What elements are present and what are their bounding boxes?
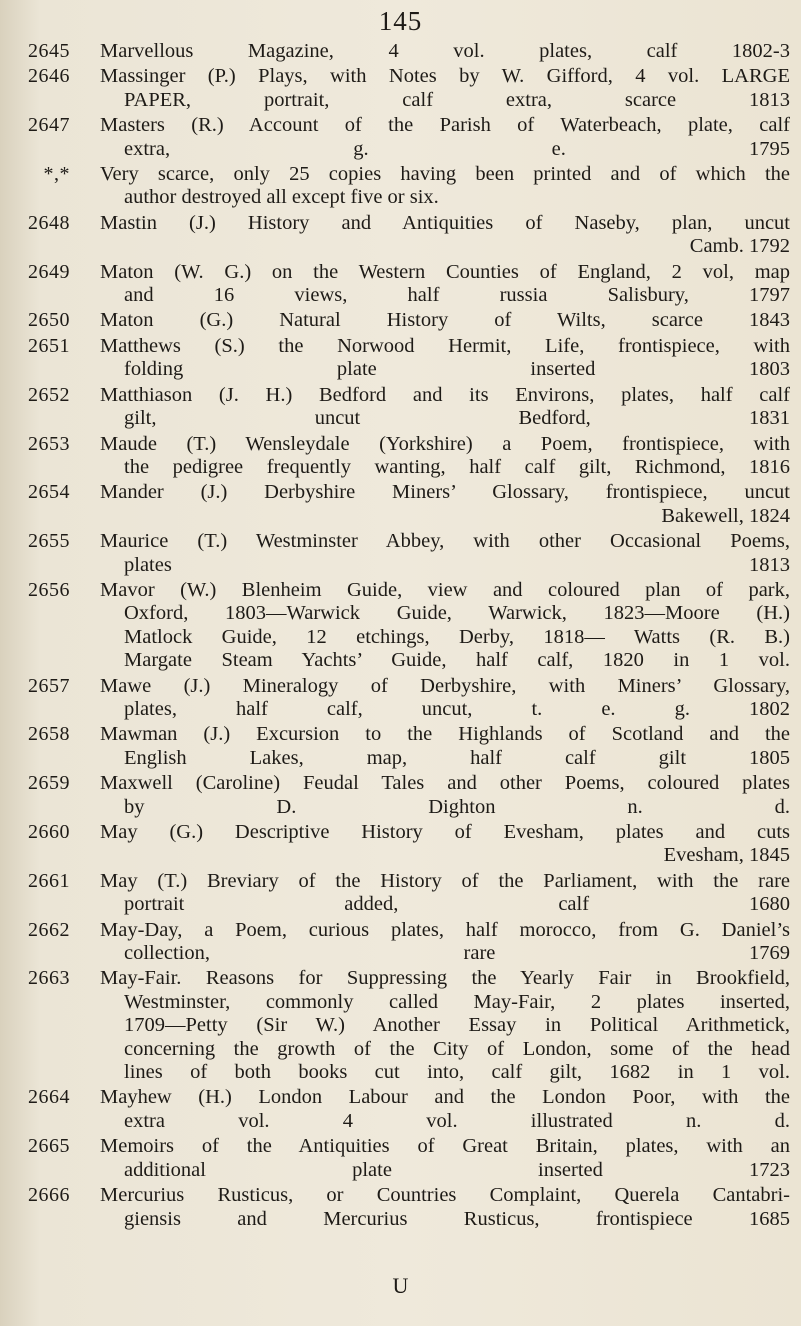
entry-line: PAPER, portrait, calf extra, scarce 1813 [124, 88, 790, 111]
catalogue-entry [0, 433, 801, 480]
lot-number: 2660 [28, 821, 70, 843]
catalogue-entry [0, 114, 801, 161]
signature-mark: U [392, 1273, 409, 1298]
lot-number: 2651 [28, 334, 70, 357]
entry-text [100, 433, 790, 480]
entry-line: collection, rare 1769 [124, 942, 790, 965]
entry-line: folding plate inserted 1803 [124, 358, 790, 381]
lot-number: 2653 [28, 432, 70, 455]
catalogue-entry [0, 675, 801, 722]
entry-line: Maxwell (Caroline) Feudal Tales and other Poems, coloured plates [100, 772, 790, 795]
entry-line: Evesham, 1845 [663, 844, 790, 867]
entry-text [100, 772, 790, 819]
entry-line: Matthiason (J. H.) Bedford and its Environs, plates, half calf [100, 383, 790, 406]
entry-line: Bakewell, 1824 [661, 504, 790, 527]
lot-number: 2656 [28, 578, 70, 601]
entry-line: author destroyed all except five or six. [124, 186, 439, 209]
lot-number: 2665 [28, 1135, 70, 1158]
entry-line: Masters (R.) Account of the Parish of Waterbeach, plate, calf [100, 114, 790, 137]
entry-text [100, 212, 790, 259]
lot-number: 2662 [28, 918, 70, 941]
entry-text [100, 384, 790, 431]
entry-text [100, 309, 790, 332]
entry-line: Mercurius Rusticus, or Countries Complaint, Querela Cantabri- [100, 1184, 790, 1207]
entry-line: gilt, uncut Bedford, 1831 [124, 407, 790, 430]
entry-line: Camb. 1792 [689, 235, 790, 258]
lot-number: 2647 [28, 114, 70, 137]
lot-number: 2649 [28, 260, 70, 283]
lot-number: *,* [43, 163, 70, 186]
entry-line: Westminster, commonly called May-Fair, 2 plates inserted, [124, 990, 790, 1013]
catalogue-entry [0, 335, 801, 382]
catalogue-entry [0, 40, 801, 63]
lot-number: 2664 [28, 1086, 70, 1109]
lot-number: 2645 [28, 40, 70, 62]
catalogue-entry [0, 870, 801, 917]
entry-line: May-Fair. Reasons for Suppressing the Yearly Fair in Brookfield, [100, 967, 790, 990]
entry-line: Mander (J.) Derbyshire Miners’ Glossary, frontispiece, uncut [100, 481, 790, 504]
lot-number: 2655 [28, 530, 70, 553]
entry-text [100, 481, 790, 528]
entry-line: Oxford, 1803—Warwick Guide, Warwick, 1823—Moore (H.) [124, 602, 790, 625]
lot-number: 2646 [28, 65, 70, 88]
entry-text [100, 261, 790, 308]
entry-line: Matlock Guide, 12 etchings, Derby, 1818— Watts (R. B.) [124, 625, 790, 648]
lot-number: 2661 [28, 869, 70, 892]
entry-line: English Lakes, map, half calf gilt 1805 [124, 746, 790, 769]
entry-text [100, 114, 790, 161]
entry-line: portrait added, calf 1680 [124, 893, 790, 916]
catalogue-entry [0, 723, 801, 770]
entry-text [100, 335, 790, 382]
catalogue-entry [0, 1184, 801, 1231]
entry-line: May (T.) Breviary of the History of the Parliament, with the rare [100, 869, 790, 892]
catalogue-entry [0, 1086, 801, 1133]
catalogue-entry [0, 919, 801, 966]
entry-line: the pedigree frequently wanting, half calf gilt, Richmond, 1816 [124, 455, 790, 478]
entry-line: May-Day, a Poem, curious plates, half morocco, from G. Daniel’s [100, 918, 790, 941]
entry-line: Maude (T.) Wensleydale (Yorkshire) a Poem, frontispiece, with [100, 432, 790, 455]
entry-text [100, 967, 790, 1084]
entry-line: plates 1813 [124, 553, 790, 576]
entry-line: Mayhew (H.) London Labour and the London Poor, with the [100, 1086, 790, 1109]
catalogue-entry [0, 481, 801, 528]
entry-text [100, 723, 790, 770]
entry-text [100, 530, 790, 577]
lot-number: 2659 [28, 772, 70, 795]
entry-line: and 16 views, half russia Salisbury, 1797 [124, 284, 790, 307]
entry-line: Mawman (J.) Excursion to the Highlands of Scotland and the [100, 723, 790, 746]
entry-line: Marvellous Magazine, 4 vol. plates, calf 1802-3 [100, 40, 790, 62]
entry-line: Maton (G.) Natural History of Wilts, scarce 1843 [100, 309, 790, 332]
catalogue-entry [0, 772, 801, 819]
entry-text [100, 65, 790, 112]
lot-number: 2666 [28, 1184, 70, 1207]
entry-line: extra vol. 4 vol. illustrated n. d. [124, 1109, 790, 1132]
entry-line: Maton (W. G.) on the Western Counties of England, 2 vol, map [100, 260, 790, 283]
entry-text [100, 1135, 790, 1182]
catalogue-entry [0, 212, 801, 259]
entry-line: Maurice (T.) Westminster Abbey, with other Occasional Poems, [100, 530, 790, 553]
lot-number: 2663 [28, 967, 70, 990]
entry-text [100, 870, 790, 917]
entry-text [100, 40, 790, 63]
entry-line: Mawe (J.) Mineralogy of Derbyshire, with Miners’ Glossary, [100, 674, 790, 697]
entry-line: 1709—Petty (Sir W.) Another Essay in Political Arithmetick, [124, 1014, 790, 1037]
catalogue-entry [0, 163, 801, 210]
entry-line: May (G.) Descriptive History of Evesham, plates and cuts [100, 821, 790, 843]
entry-line: Mavor (W.) Blenheim Guide, view and coloured plan of park, [100, 578, 790, 601]
lot-number: 2648 [28, 211, 70, 234]
catalogue-entry [0, 530, 801, 577]
lot-number: 2657 [28, 674, 70, 697]
entry-line: extra, g. e. 1795 [124, 137, 790, 160]
lot-number: 2658 [28, 723, 70, 746]
page-number: 145 [378, 6, 423, 36]
entry-line: by D. Dighton n. d. [124, 795, 790, 818]
lot-number: 2650 [28, 309, 70, 332]
entry-line: giensis and Mercurius Rusticus, frontispiece 1685 [124, 1207, 790, 1230]
entry-text [100, 919, 790, 966]
entry-text [100, 1086, 790, 1133]
entry-text [100, 821, 790, 868]
entry-line: Margate Steam Yachts’ Guide, half calf, 1820 in 1 vol. [124, 649, 790, 672]
entry-line: Memoirs of the Antiquities of Great Britain, plates, with an [100, 1135, 790, 1158]
lot-number: 2652 [28, 383, 70, 406]
catalogue-entry [0, 261, 801, 308]
entry-line: additional plate inserted 1723 [124, 1158, 790, 1181]
catalogue-entry [0, 1135, 801, 1182]
catalogue-entry [0, 384, 801, 431]
catalogue-entry [0, 65, 801, 112]
entry-line: lines of both books cut into, calf gilt, 1682 in 1 vol. [124, 1061, 790, 1084]
entry-line: Matthews (S.) the Norwood Hermit, Life, frontispiece, with [100, 334, 790, 357]
entry-line: Mastin (J.) History and Antiquities of Naseby, plan, uncut [100, 211, 790, 234]
entry-line: concerning the growth of the City of London, some of the head [124, 1037, 790, 1060]
entry-list [0, 40, 801, 1233]
entry-text [100, 675, 790, 722]
entry-line: Very scarce, only 25 copies having been printed and of which the [100, 163, 790, 186]
catalogue-entry [0, 309, 801, 332]
entry-line: plates, half calf, uncut, t. e. g. 1802 [124, 697, 790, 720]
lot-number: 2654 [28, 481, 70, 504]
catalogue-entry [0, 821, 801, 868]
entry-line: Massinger (P.) Plays, with Notes by W. Gifford, 4 vol. LARGE [100, 65, 790, 88]
entry-text [100, 1184, 790, 1231]
catalogue-entry [0, 967, 801, 1084]
catalogue-entry [0, 579, 801, 673]
entry-text [100, 163, 790, 210]
entry-text [100, 579, 790, 673]
